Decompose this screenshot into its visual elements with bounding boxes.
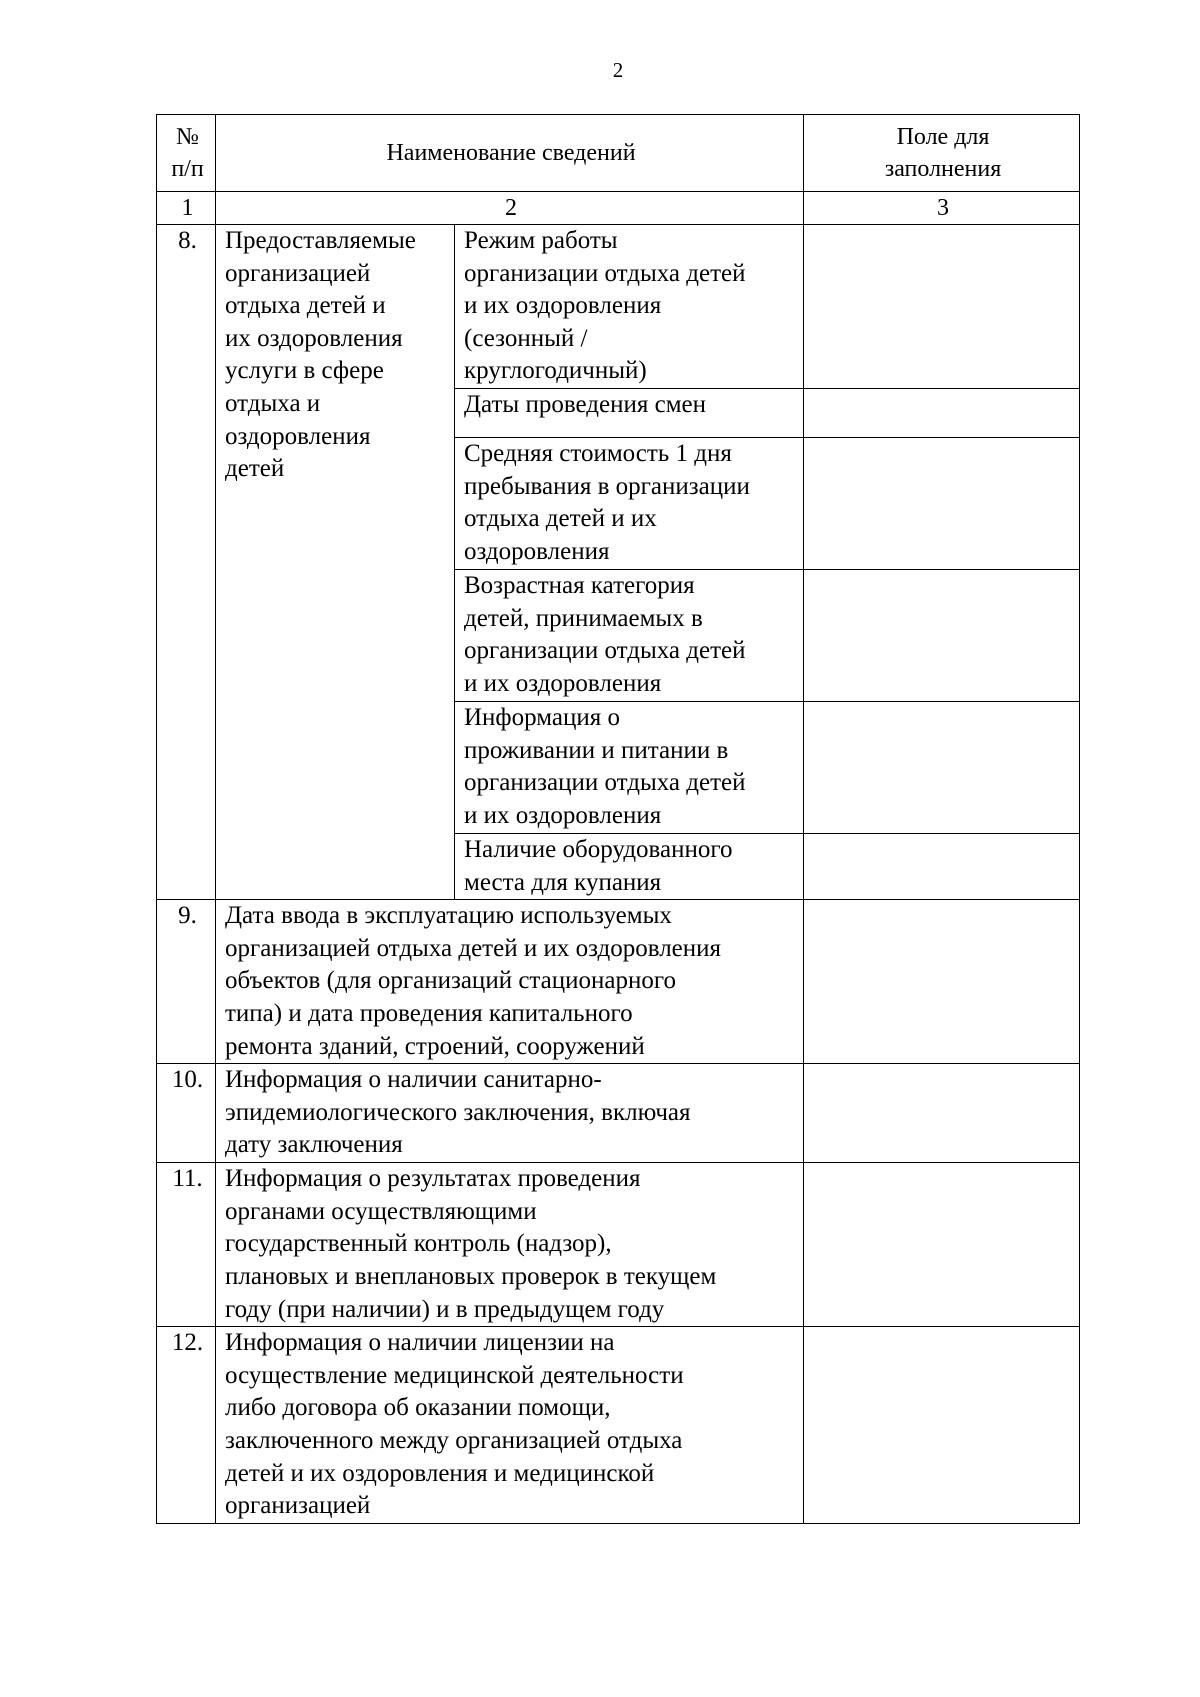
row-text: Информация о наличии санитарно- эпидемиологического заключения, включая дату заключения: [216, 1064, 804, 1163]
table-row: [157, 1163, 1080, 1327]
row8-subitem: Даты проведения смен: [455, 389, 804, 438]
row-text: Информация о результатах проведения органами осуществляющими государственный контроль (надзор), плановых и внеплановых проверок в текущем году (при наличии) и в предыдущем году: [216, 1163, 804, 1327]
fill-field[interactable]: [804, 702, 1080, 834]
column-number-2: 2: [216, 192, 804, 225]
fill-field[interactable]: [804, 900, 1080, 1064]
row8-subitem: Режим работы организации отдыха детей и их оздоровления (сезонный / круглогодичный): [455, 225, 804, 389]
fill-field[interactable]: [804, 1064, 1080, 1163]
fill-field[interactable]: [804, 389, 1080, 438]
table-row: [157, 900, 1080, 1064]
page-number: 2: [612, 58, 624, 82]
fill-field[interactable]: [804, 570, 1080, 702]
row-number: 12.: [157, 1327, 216, 1524]
row8-subitem: Наличие оборудованного места для купания: [455, 834, 804, 900]
table-row: [157, 225, 1080, 389]
row-number: 11.: [157, 1163, 216, 1327]
table-row: [157, 1064, 1080, 1163]
row-text: Дата ввода в эксплуатацию используемых организацией отдыха детей и их оздоровления объектов (для организаций стационарного типа) и дата проведения капитального ремонта зданий, строений, сооружений: [216, 900, 804, 1064]
row-number: 10.: [157, 1064, 216, 1163]
row-number: 9.: [157, 900, 216, 1064]
column-number-3: 3: [804, 192, 1080, 225]
fill-field[interactable]: [804, 834, 1080, 900]
fill-field[interactable]: [804, 1163, 1080, 1327]
row-number: 8.: [157, 225, 216, 900]
header-row: [157, 115, 1080, 192]
row8-group-label: Предоставляемые организацией отдыха детей и их оздоровления услуги в сфере отдыха и оздоровления детей: [216, 225, 455, 900]
header-num: № п/п: [157, 115, 216, 192]
header-field: Поле для заполнения: [804, 115, 1080, 192]
header-name: Наименование сведений: [216, 115, 804, 192]
row-text: Информация о наличии лицензии на осуществление медицинской деятельности либо договора об оказании помощи, заключенного между организацией отдыха детей и их оздоровления и медицинской организацией: [216, 1327, 804, 1524]
column-number-row: [157, 192, 1080, 225]
fill-field[interactable]: [804, 1327, 1080, 1524]
row8-subitem: Средняя стоимость 1 дня пребывания в организации отдыха детей и их оздоровления: [455, 438, 804, 570]
fill-field[interactable]: [804, 438, 1080, 570]
column-number-1: 1: [157, 192, 216, 225]
info-table: [156, 114, 1080, 1524]
row8-subitem: Возрастная категория детей, принимаемых в организации отдыха детей и их оздоровления: [455, 570, 804, 702]
table-row: [157, 1327, 1080, 1524]
row8-subitem: Информация о проживании и питании в организации отдыха детей и их оздоровления: [455, 702, 804, 834]
fill-field[interactable]: [804, 225, 1080, 389]
